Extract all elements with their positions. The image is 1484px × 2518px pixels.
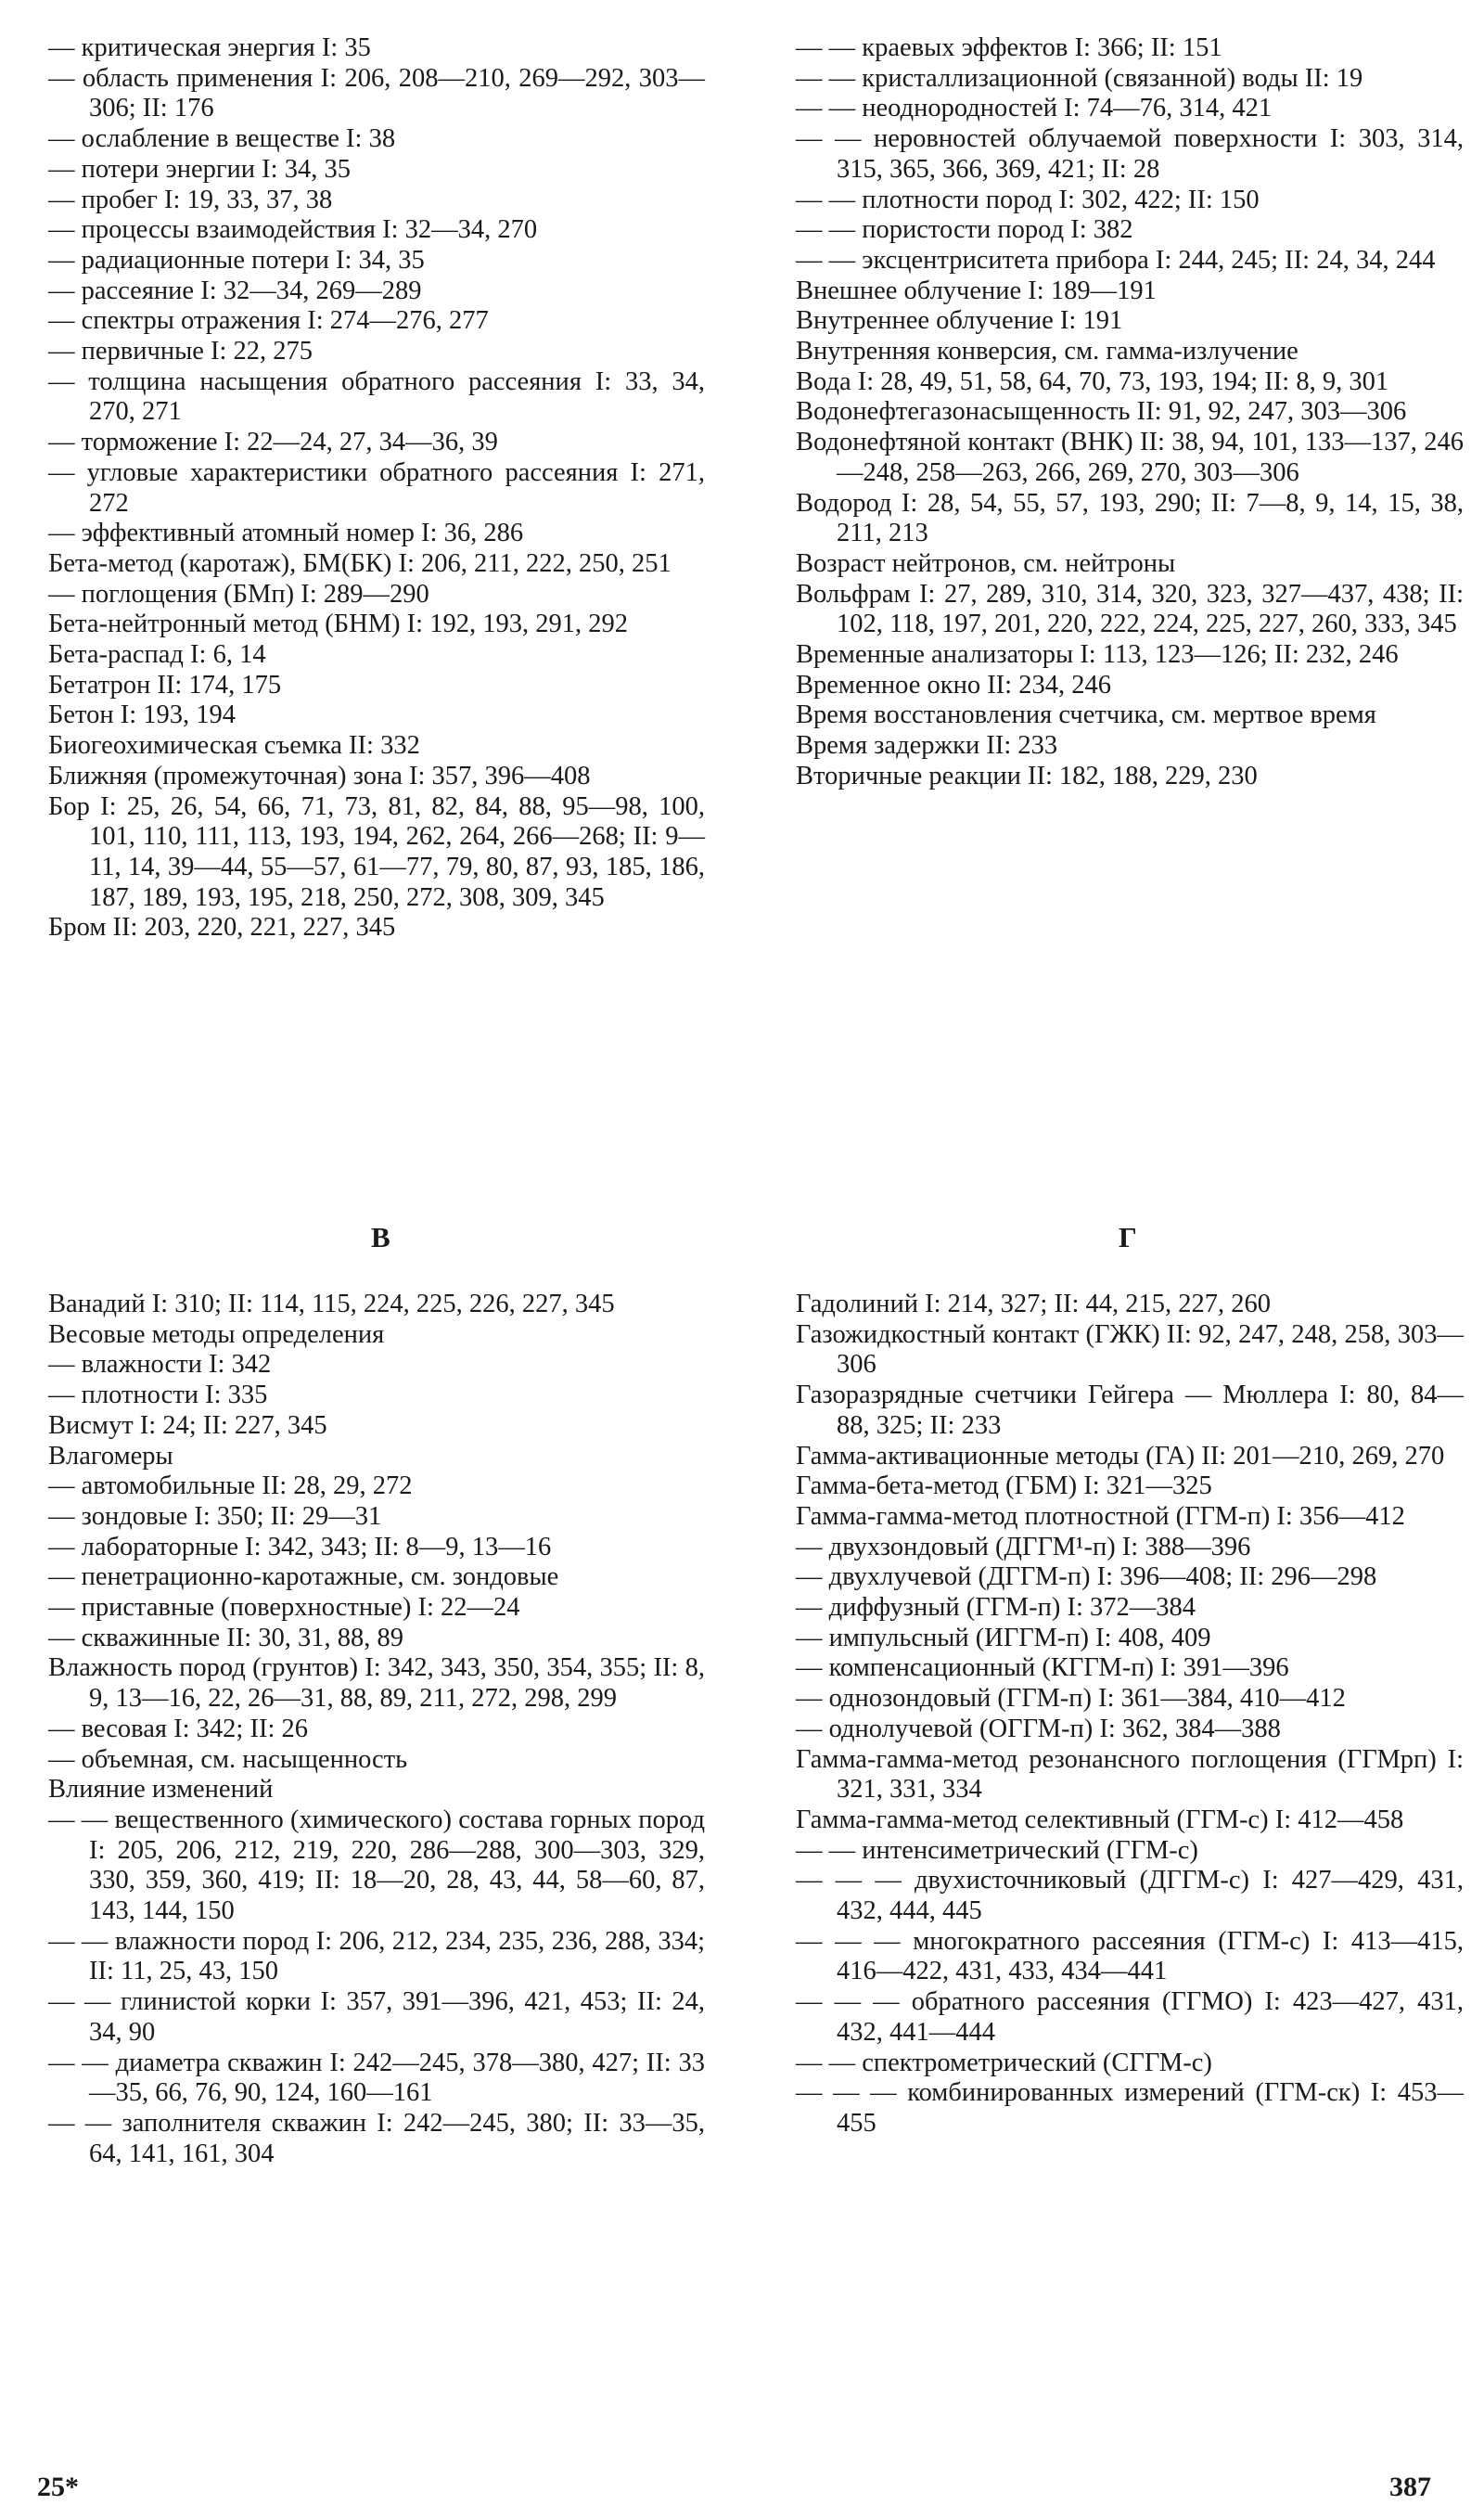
left-column [48,33,705,944]
index-entry: Ванадий I: 310; II: 114, 115, 224, 225, 226, 227, 345 [48,1290,615,1318]
index-entry: Гамма-гамма-метод плотностной (ГГМ-п) I: 356—412 [796,1501,1405,1531]
index-entry: Водород I: 28, 54, 55, 57, 193, 290; II: 7—8, 9, 14, 15, 38, 211, 213 [796,488,1464,548]
index-entry: Гадолиний I: 214, 327; II: 44, 215, 227, 260 [796,1290,1271,1318]
index-entry: — диффузный (ГГМ-п) I: 372—384 [796,1593,1196,1623]
index-entry: — толщина насыщения обратного рассеяния I: 33, 34, 270, 271 [48,366,705,427]
index-entry: Вольфрам I: 27, 289, 310, 314, 320, 323, 327—437, 438; II: 102, 118, 197, 201, 220, 222, 224, 225, 227, 260, 333, 345 [796,579,1464,639]
index-entry: — — — двухисточниковый (ДГГМ-с) I: 427—429, 431, 432, 444, 445 [796,1866,1464,1926]
index-entry: — автомобильные II: 28, 29, 272 [48,1471,413,1501]
index-entry: Бор I: 25, 26, 54, 66, 71, 73, 81, 82, 84, 88, 95—98, 100, 101, 110, 111, 113, 193, 194, 262, 264, 266—268; II: 9—11, 14, 39—44, 55—57, 61—77, 79, 80, 87, 93, 185, 186, 187, 189, 193, 195, 218, 250, 272, 308, 309, 345 [48,791,705,912]
index-entry: Влажность пород (грунтов) I: 342, 343, 350, 354, 355; II: 8, 9, 13—16, 22, 26—31, 88, 89, 211, 272, 298, 299 [48,1653,705,1714]
index-entry: — — спектрометрический (СГГМ-с) [796,2048,1212,2077]
left-bottom-entries [48,1290,705,2169]
right-top-entries [796,33,1464,792]
index-entry: — зондовые I: 350; II: 29—31 [48,1501,382,1531]
index-entry: Гамма-гамма-метод селективный (ГГМ-с) I: 412—458 [796,1805,1404,1834]
index-entry: Влияние изменений [48,1775,274,1805]
printer-signature: 25* [37,2472,79,2502]
right-bottom-column [796,1290,1464,2139]
index-entry: — двухзондовый (ДГГМ¹-п) I: 388—396 [796,1532,1251,1561]
index-entry: Возраст нейтронов, см. нейтроны [796,548,1176,578]
index-entry: Гамма-активационные методы (ГА) II: 201—210, 269, 270 [796,1441,1445,1471]
index-entry: — — вещественного (химического) состава горных пород I: 205, 206, 212, 219, 220, 286—288, 300—303, 329, 330, 359, 360, 419; II: 18—20, 28, 43, 44, 58—60, 87, 143, 144, 150 [48,1805,705,1926]
index-entry: — плотности I: 335 [48,1381,268,1410]
index-entry: — лабораторные I: 342, 343; II: 8—9, 13—16 [48,1532,552,1561]
index-entry: — — глинистой корки I: 357, 391—396, 421, 453; II: 24, 34, 90 [48,1987,705,2047]
index-entry: — скважинные II: 30, 31, 88, 89 [48,1623,403,1652]
index-entry: Временные анализаторы I: 113, 123—126; II: 232, 246 [796,640,1399,670]
index-entry: Временное окно II: 234, 246 [796,670,1111,700]
index-entry: Водонефтегазонасыщенность II: 91, 92, 247, 303—306 [796,397,1407,427]
index-entry: — компенсационный (КГГМ-п) I: 391—396 [796,1653,1289,1683]
index-entry: — однолучевой (ОГГМ-п) I: 362, 384—388 [796,1714,1281,1743]
index-entry: — процессы взаимодействия I: 32—34, 270 [48,215,538,245]
index-entry: Бета-нейтронный метод (БНМ) I: 192, 193, 291, 292 [48,610,628,639]
index-entry: — рассеяние I: 32—34, 269—289 [48,276,422,305]
index-entry: — — влажности пород I: 206, 212, 234, 235, 236, 288, 334; II: 11, 25, 43, 150 [48,1926,705,1986]
index-entry: — торможение I: 22—24, 27, 34—36, 39 [48,428,498,457]
index-entry: Бетон I: 193, 194 [48,700,237,730]
index-entry: — первичные I: 22, 275 [48,337,313,366]
index-entry: — поглощения (БМп) I: 289—290 [48,579,429,609]
index-entry: Газожидкостный контакт (ГЖК) II: 92, 247, 248, 258, 303—306 [796,1319,1464,1380]
index-entry: Бром II: 203, 220, 221, 227, 345 [48,913,396,943]
index-entry: Внутреннее облучение I: 191 [796,306,1123,336]
index-entry: — — диаметра скважин I: 242—245, 378—380, 427; II: 33—35, 66, 76, 90, 124, 160—161 [48,2048,705,2108]
index-entry: Вторичные реакции II: 182, 188, 229, 230 [796,761,1258,790]
index-entry: Вода I: 28, 49, 51, 58, 64, 70, 73, 193, 194; II: 8, 9, 301 [796,366,1389,396]
index-entry: Ближняя (промежуточная) зона I: 357, 396—408 [48,761,591,790]
index-entry: — — эксцентриситета прибора I: 244, 245; II: 24, 34, 244 [796,245,1436,275]
index-entry: — ослабление в веществе I: 38 [48,124,396,154]
index-entry: — — кристаллизационной (связанной) воды II: 19 [796,63,1363,93]
index-entry: Висмут I: 24; II: 227, 345 [48,1410,327,1440]
index-entry: — пробег I: 19, 33, 37, 38 [48,185,333,214]
index-entry: — эффективный атомный номер I: 36, 286 [48,519,524,548]
index-entry: — — краевых эффектов I: 366; II: 151 [796,33,1222,62]
page-number: 387 [1389,2472,1431,2502]
index-entry: Время восстановления счетчика, см. мертвое время [796,700,1376,730]
index-entry: — объемная, см. насыщенность [48,1744,408,1774]
index-entry: — — — многократного рассеяния (ГГМ-с) I: 413—415, 416—422, 431, 433, 434—441 [796,1926,1464,1986]
index-entry: — — неровностей облучаемой поверхности I: 303, 314, 315, 365, 366, 369, 421; II: 28 [796,124,1464,184]
index-entry: — потери энергии I: 34, 35 [48,154,351,184]
index-entry: — — интенсиметрический (ГГМ-с) [796,1835,1198,1865]
index-entry: Влагомеры [48,1441,173,1471]
index-entry: — двухлучевой (ДГГМ-п) I: 396—408; II: 296—298 [796,1562,1377,1592]
index-entry: Внешнее облучение I: 189—191 [796,276,1157,305]
index-entry: Внутренняя конверсия, см. гамма-излучение [796,337,1298,366]
index-entry: Время задержки II: 233 [796,731,1058,761]
index-entry: Бетатрон II: 174, 175 [48,670,282,700]
index-entry: — однозондовый (ГГМ-п) I: 361—384, 410—412 [796,1684,1346,1714]
index-entry: Бета-распад I: 6, 14 [48,640,266,670]
index-entry: — — заполнителя скважин I: 242—245, 380; II: 33—35, 64, 141, 161, 304 [48,2108,705,2168]
index-entry: — — неоднородностей I: 74—76, 314, 421 [796,94,1273,123]
index-entry: — радиационные потери I: 34, 35 [48,245,425,275]
left-top-entries [48,33,705,944]
index-entry: — пенетрационно-каротажные, см. зондовые [48,1562,559,1592]
index-entry: Водонефтяной контакт (ВНК) II: 38, 94, 101, 133—137, 246—248, 258—263, 266, 269, 270, 303—306 [796,428,1464,487]
index-entry: — критическая энергия I: 35 [48,33,371,62]
index-entry: Газоразрядные счетчики Гейгера — Мюллера I: 80, 84—88, 325; II: 233 [796,1381,1464,1440]
index-entry: — — плотности пород I: 302, 422; II: 150 [796,185,1260,214]
index-entry: — — — комбинированных измерений (ГГМ-ск) I: 453—455 [796,2078,1464,2138]
index-entry: — — — обратного рассеяния (ГГМО) I: 423—427, 431, 432, 441—444 [796,1987,1464,2047]
index-entry: — спектры отражения I: 274—276, 277 [48,306,489,336]
index-entry: Весовые методы определения [48,1319,385,1349]
right-column [796,33,1464,792]
index-entry: — область применения I: 206, 208—210, 269—292, 303—306; II: 176 [48,63,705,123]
index-entry: Гамма-бета-метод (ГБМ) I: 321—325 [796,1471,1212,1501]
index-entry: Гамма-гамма-метод резонансного поглощения (ГГМрп) I: 321, 331, 334 [796,1744,1464,1805]
index-entry: — влажности I: 342 [48,1350,272,1380]
index-entry: Бета-метод (каротаж), БМ(БК) I: 206, 211, 222, 250, 251 [48,548,672,578]
index-entry: Биогеохимическая съемка II: 332 [48,731,420,761]
right-bottom-entries [796,1290,1464,2139]
index-entry: — приставные (поверхностные) I: 22—24 [48,1593,520,1623]
index-entry: — — пористости пород I: 382 [796,215,1133,245]
index-entry: — угловые характеристики обратного рассеяния I: 271, 272 [48,457,705,518]
section-heading-g: Г [1119,1221,1137,1253]
left-bottom-column [48,1290,705,2169]
index-entry: — весовая I: 342; II: 26 [48,1714,308,1743]
index-entry: — импульсный (ИГГМ-п) I: 408, 409 [796,1623,1211,1652]
section-heading-v: В [371,1221,390,1253]
